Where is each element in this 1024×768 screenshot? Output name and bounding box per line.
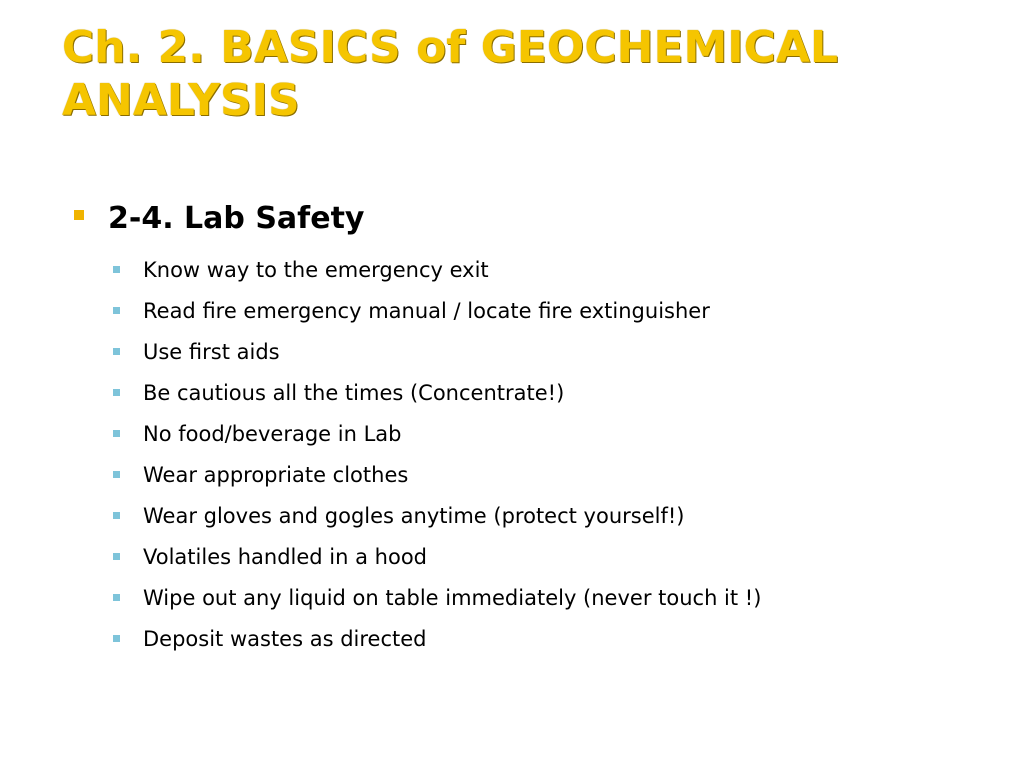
square-bullet-icon bbox=[113, 471, 120, 478]
list-item-text: Use first aids bbox=[143, 340, 280, 364]
list-item bbox=[113, 254, 974, 295]
square-bullet-icon bbox=[113, 635, 120, 642]
slide-title-line-2: ANALYSIS bbox=[62, 74, 300, 126]
square-bullet-icon bbox=[113, 430, 120, 437]
square-bullet-icon bbox=[113, 389, 120, 396]
list-item-text: No food/beverage in Lab bbox=[143, 422, 402, 446]
list-item-text: Deposit wastes as directed bbox=[143, 627, 427, 651]
square-bullet-icon bbox=[74, 210, 84, 220]
square-bullet-icon bbox=[113, 553, 120, 560]
square-bullet-icon bbox=[113, 348, 120, 355]
list-item bbox=[113, 418, 974, 459]
list-item-text: Read fire emergency manual / locate fire extinguisher bbox=[143, 299, 710, 323]
list-item-text: Wear gloves and gogles anytime (protect yourself!) bbox=[143, 504, 685, 528]
list-item-text: Wipe out any liquid on table immediately (never touch it !) bbox=[143, 586, 762, 610]
list-item bbox=[113, 623, 974, 664]
slide-title bbox=[62, 22, 962, 128]
list-item bbox=[113, 459, 974, 500]
slide-title-line-1: Ch. 2. BASICS of GEOCHEMICAL bbox=[62, 22, 839, 73]
list-item bbox=[113, 500, 974, 541]
list-item-text: Know way to the emergency exit bbox=[143, 258, 489, 282]
section-heading: 2-4. Lab Safety bbox=[108, 201, 365, 236]
list-item bbox=[113, 377, 974, 418]
safety-rules-list bbox=[113, 254, 974, 664]
square-bullet-icon bbox=[113, 594, 120, 601]
list-item bbox=[113, 295, 974, 336]
list-item bbox=[113, 541, 974, 582]
section-bullet bbox=[74, 196, 974, 242]
list-item bbox=[113, 336, 974, 377]
list-item-text: Wear appropriate clothes bbox=[143, 463, 409, 487]
square-bullet-icon bbox=[113, 307, 120, 314]
list-item bbox=[113, 582, 974, 623]
list-item-text: Volatiles handled in a hood bbox=[143, 545, 428, 569]
square-bullet-icon bbox=[113, 266, 120, 273]
square-bullet-icon bbox=[113, 512, 120, 519]
list-item-text: Be cautious all the times (Concentrate!) bbox=[143, 381, 565, 405]
slide-content bbox=[74, 196, 974, 664]
